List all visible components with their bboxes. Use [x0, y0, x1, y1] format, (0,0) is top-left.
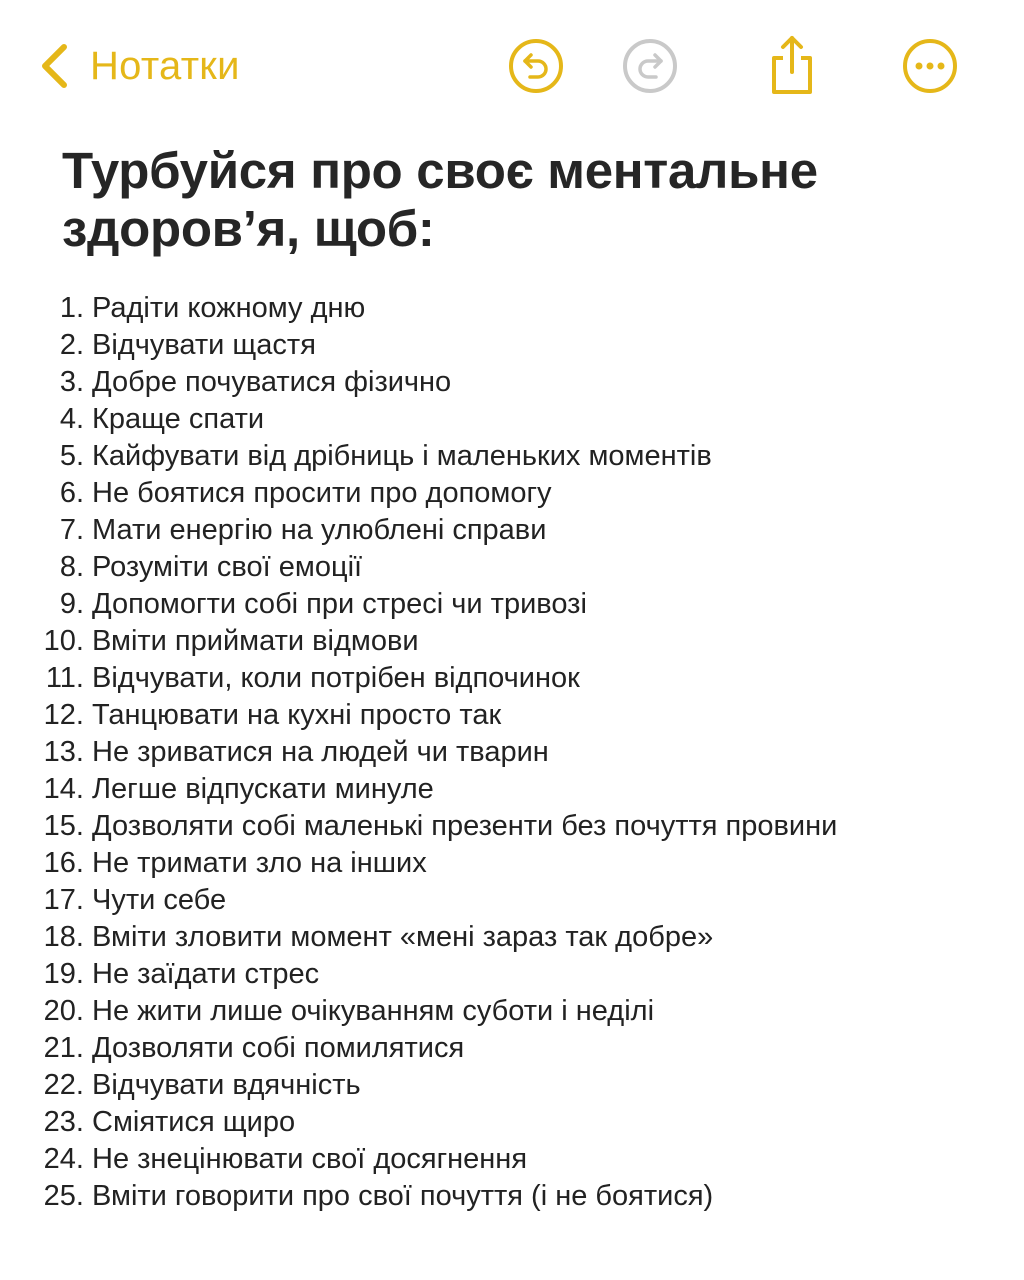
back-button[interactable] [38, 36, 240, 96]
list-item[interactable] [0, 882, 837, 919]
list-item-text: Не знецінювати свої досягнення [92, 1143, 528, 1175]
list-item-number: 21. [43, 1032, 84, 1064]
list-item[interactable] [0, 364, 837, 401]
list-item-number: 4. [59, 403, 84, 435]
list-item-number: 17. [43, 884, 84, 916]
share-button[interactable] [762, 36, 822, 96]
list-item-number: 11. [45, 662, 84, 694]
redo-button[interactable] [620, 36, 680, 96]
list-item-number: 19. [43, 958, 84, 990]
list-item-text: Не боятися просити про допомогу [92, 477, 552, 509]
list-item-text: Допомогти собі при стресі чи тривозі [92, 588, 587, 620]
list-item-number: 14. [43, 773, 84, 805]
list-item-text: Добре почуватися фізично [92, 366, 452, 398]
list-item[interactable] [0, 475, 837, 512]
list-item-text: Відчувати вдячність [92, 1069, 361, 1101]
list-item-text: Не зриватися на людей чи тварин [92, 736, 549, 768]
toolbar [0, 0, 1024, 130]
list-item-text: Танцювати на кухні просто так [92, 699, 502, 731]
list-item-text: Сміятися щиро [92, 1106, 296, 1138]
list-item-number: 5. [59, 440, 84, 472]
list-item-text: Дозволяти собі маленькі презенти без почуття провини [92, 810, 838, 842]
list-item[interactable] [0, 697, 837, 734]
list-item[interactable] [0, 512, 837, 549]
list-item[interactable] [0, 438, 837, 475]
list-item[interactable] [0, 993, 837, 1030]
list-item[interactable] [0, 290, 837, 327]
list-item-text: Не жити лише очікуванням суботи і неділі [92, 995, 655, 1027]
share-icon [762, 34, 822, 98]
list-item[interactable] [0, 808, 837, 845]
list-item-number: 2. [59, 329, 84, 361]
note-title[interactable]: Турбуйся про своє ментальне здоров’я, щоб: [62, 142, 818, 257]
list-item-number: 8. [59, 551, 84, 583]
list-item[interactable] [0, 1104, 837, 1141]
list-item-number: 25. [43, 1180, 84, 1212]
list-item[interactable] [0, 660, 837, 697]
list-item[interactable] [0, 956, 837, 993]
list-item-text: Не заїдати стрес [92, 958, 320, 990]
list-item[interactable] [0, 919, 837, 956]
list-item[interactable] [0, 623, 837, 660]
list-item-number: 15. [43, 810, 84, 842]
list-item[interactable] [0, 1030, 837, 1067]
list-item[interactable] [0, 771, 837, 808]
back-label: Нотатки [90, 43, 240, 88]
list-item-number: 9. [59, 588, 84, 620]
list-item-number: 20. [43, 995, 84, 1027]
list-item-text: Мати енергію на улюблені справи [92, 514, 547, 546]
list-item[interactable] [0, 845, 837, 882]
list-item-text: Радіти кожному дню [92, 292, 366, 324]
list-item[interactable] [0, 1067, 837, 1104]
list-item-text: Дозволяти собі помилятися [92, 1032, 465, 1064]
undo-button[interactable] [506, 36, 566, 96]
list-item-number: 12. [43, 699, 84, 731]
list-item[interactable] [0, 1178, 837, 1215]
list-item-number: 22. [43, 1069, 84, 1101]
chevron-left-icon [38, 41, 70, 91]
list-item[interactable] [0, 327, 837, 364]
list-item-text: Не тримати зло на інших [92, 847, 427, 879]
list-item[interactable] [0, 549, 837, 586]
list-item[interactable] [0, 401, 837, 438]
list-item[interactable] [0, 586, 837, 623]
list-item-number: 18. [43, 921, 84, 953]
redo-icon [620, 36, 680, 96]
list-item-text: Відчувати, коли потрібен відпочинок [92, 662, 580, 694]
list-item-number: 10. [43, 625, 84, 657]
list-item-number: 23. [43, 1106, 84, 1138]
list-item-text: Розуміти свої емоції [92, 551, 363, 583]
list-item-number: 3. [59, 366, 84, 398]
note-list[interactable] [0, 290, 837, 1215]
list-item-text: Краще спати [92, 403, 265, 435]
list-item-text: Легше відпускати минуле [92, 773, 434, 805]
list-item-text: Відчувати щастя [92, 329, 316, 361]
list-item-text: Вміти зловити момент «мені зараз так добре» [92, 921, 714, 953]
list-item-number: 1. [59, 292, 84, 324]
list-item-number: 16. [43, 847, 84, 879]
undo-icon [506, 36, 566, 96]
list-item[interactable] [0, 1141, 837, 1178]
list-item-number: 6. [59, 477, 84, 509]
more-icon [900, 36, 960, 96]
list-item-text: Кайфувати від дрібниць і маленьких моментів [92, 440, 712, 472]
list-item-text: Чути себе [92, 884, 227, 916]
list-item-text: Вміти говорити про свої почуття (і не боятися) [92, 1180, 714, 1212]
list-item-number: 24. [43, 1143, 84, 1175]
list-item[interactable] [0, 734, 837, 771]
more-button[interactable] [900, 36, 960, 96]
list-item-text: Вміти приймати відмови [92, 625, 419, 657]
list-item-number: 7. [59, 514, 84, 546]
list-item-number: 13. [43, 736, 84, 768]
